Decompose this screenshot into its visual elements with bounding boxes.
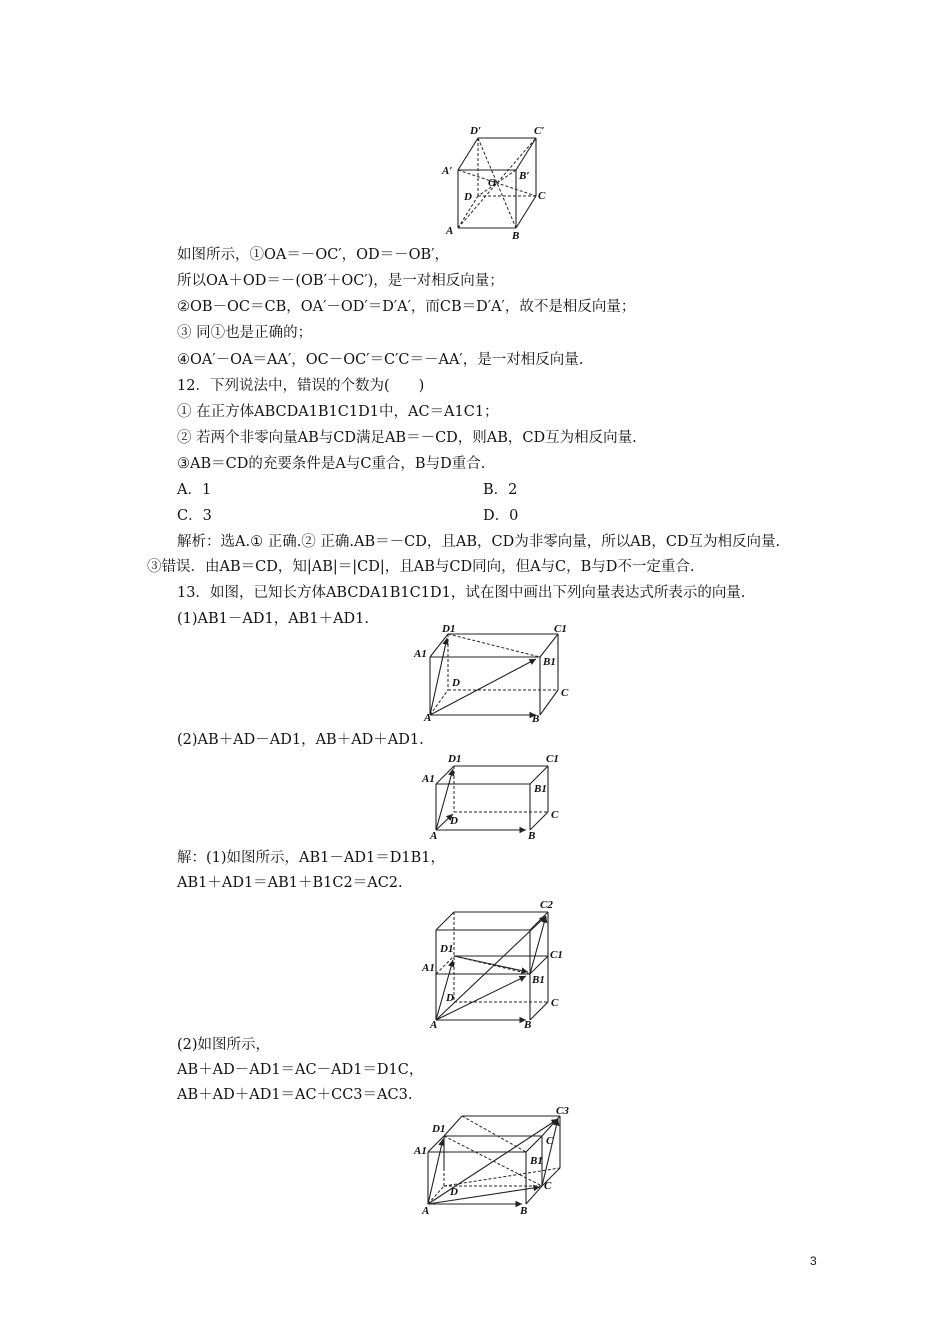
fig-label: D′ xyxy=(470,125,482,137)
fig-label: B xyxy=(532,713,540,725)
page-number: 3 xyxy=(810,1254,817,1268)
fig-label: D1 xyxy=(440,943,454,955)
option-b: B．2 xyxy=(483,482,518,498)
figure-box-1 xyxy=(410,622,580,724)
option-d: D．0 xyxy=(483,508,519,524)
fig-label: A′ xyxy=(442,165,453,177)
fig-label: C1 xyxy=(550,949,563,961)
fig-label: C3 xyxy=(556,1105,569,1117)
fig-label: B1 xyxy=(534,783,547,795)
fig-label: B1 xyxy=(543,656,556,668)
fig-label: A xyxy=(430,830,438,842)
fig-label: B xyxy=(520,1205,528,1217)
text-line: (2)AB＋AD－AD1，AB＋AD＋AD1. xyxy=(177,732,424,748)
text-line: AB1＋AD1＝AB1＋B1C2＝AC2. xyxy=(177,875,403,891)
option-a: A．1 xyxy=(177,482,212,498)
fig-label: B xyxy=(528,830,536,842)
fig-label: B′ xyxy=(519,170,530,182)
fig-label: D xyxy=(450,1186,458,1198)
fig-label: A1 xyxy=(414,1145,427,1157)
fig-label: A xyxy=(424,712,432,724)
question-13: 13．如图，已知长方体ABCDA1B1C1D1，试在图中画出下列向量表达式所表示的向量. xyxy=(177,585,746,601)
fig-label: C xyxy=(551,809,559,821)
fig-label: C1 xyxy=(546,753,559,765)
solution-text: ③错误．由AB＝CD，知|AB|＝|CD|，且AB与CD同向，但A与C，B与D不一定重合. xyxy=(147,559,695,575)
fig-label: C2 xyxy=(540,899,553,911)
fig-label: D xyxy=(452,677,460,689)
text-line: (1)AB1－AD1，AB1＋AD1. xyxy=(177,611,369,627)
fig-label: A1 xyxy=(414,648,427,660)
text-line: 所以OA＋OD＝－(OB′＋OC′)，是一对相反向量； xyxy=(177,273,504,289)
figure-cube xyxy=(440,124,560,244)
fig-label: D xyxy=(446,992,454,1004)
fig-label: B xyxy=(524,1019,532,1031)
fig-label: D1 xyxy=(442,623,456,635)
text-line: AB＋AD－AD1＝AC－AD1＝D1C， xyxy=(177,1062,424,1078)
fig-label: C xyxy=(561,687,569,699)
text-line: ② 若两个非零向量AB与CD满足AB＝－CD，则AB，CD互为相反向量. xyxy=(177,430,637,446)
text-line: ③AB＝CD的充要条件是A与C重合，B与D重合. xyxy=(177,456,486,472)
question-12: 12．下列说法中，错误的个数为( ) xyxy=(177,378,425,394)
fig-label: A1 xyxy=(422,773,435,785)
fig-label: A1 xyxy=(422,962,435,974)
fig-label: B1 xyxy=(530,1155,543,1167)
fig-label: D xyxy=(450,815,458,827)
fig-label: C1 xyxy=(554,623,567,635)
figure-box-3 xyxy=(420,898,570,1030)
fig-label: O xyxy=(488,177,496,189)
fig-label: D xyxy=(464,191,472,203)
fig-label: D1 xyxy=(448,753,462,765)
fig-label: A xyxy=(430,1019,438,1031)
text-line: ④OA′－OA＝AA′，OC－OC′＝C′C＝－AA′，是一对相反向量. xyxy=(177,352,584,368)
fig-label: D1 xyxy=(432,1123,446,1135)
figure-box-4 xyxy=(410,1106,580,1216)
fig-label: C xyxy=(538,190,546,202)
text-line: ③ 同①也是正确的； xyxy=(177,325,313,341)
fig-label: A xyxy=(446,225,454,237)
text-line: 如图所示，①OA＝－OC′，OD＝－OB′， xyxy=(177,247,449,263)
fig-label: B1 xyxy=(532,974,545,986)
option-c: C．3 xyxy=(177,508,212,524)
fig-label: B xyxy=(512,230,520,242)
text-line: ②OB－OC＝CB，OA′－OD′＝D′A′，而CB＝D′A′，故不是相反向量； xyxy=(177,299,636,315)
solution-text: 解析：选A.① 正确.② 正确.AB＝－CD，且AB，CD为非零向量，所以AB，CD互为相反向量. xyxy=(177,534,781,550)
solution-text: 解：(1)如图所示，AB1－AD1＝D1B1， xyxy=(177,850,445,866)
fig-label: C xyxy=(544,1180,552,1192)
fig-label: A xyxy=(422,1205,430,1217)
text-line: ① 在正方体ABCDA1B1C1D1中，AC＝A1C1； xyxy=(177,404,499,420)
text-line: (2)如图所示， xyxy=(177,1037,271,1053)
fig-label: C xyxy=(546,1135,554,1147)
fig-label: C xyxy=(551,997,559,1009)
text-line: AB＋AD＋AD1＝AC＋CC3＝AC3. xyxy=(177,1087,413,1103)
fig-label: C′ xyxy=(534,125,545,137)
figure-box-2 xyxy=(420,750,570,842)
